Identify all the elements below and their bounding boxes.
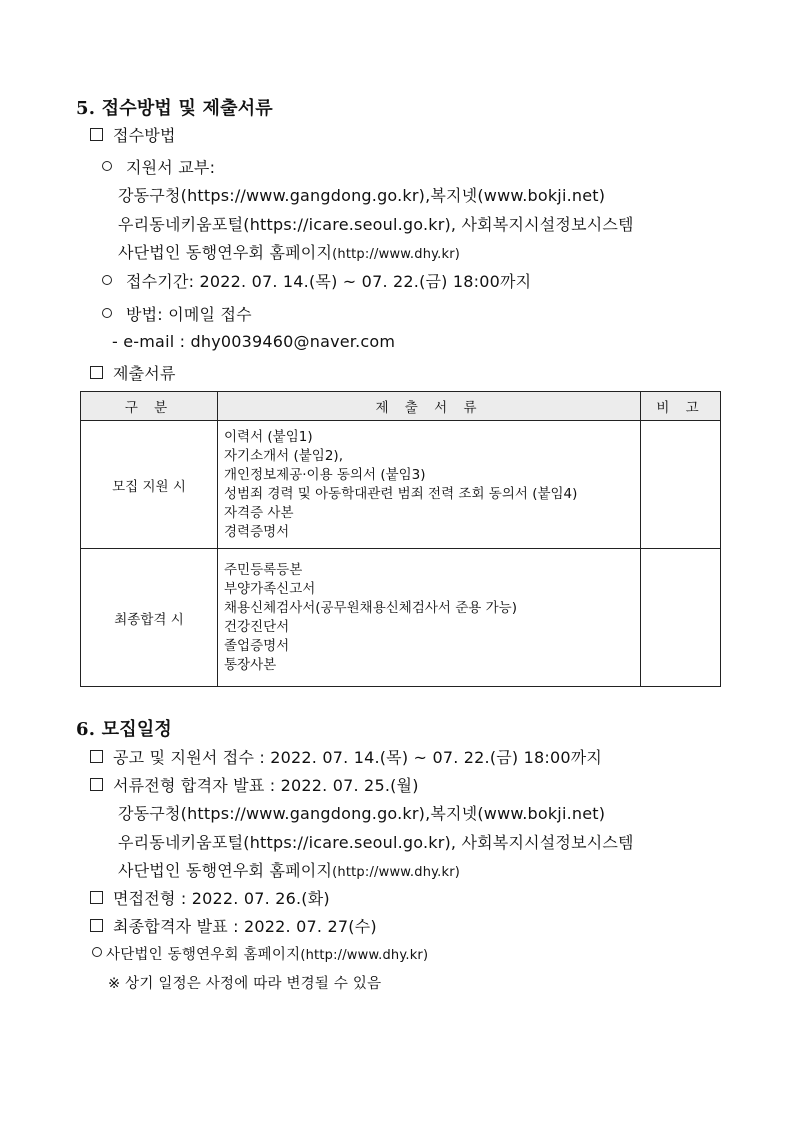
schedule-notice: ※ 상기 일정은 사정에 따라 변경될 수 있음 — [108, 976, 382, 992]
dhy-site-line — [118, 240, 460, 263]
circle-bullet-icon — [92, 947, 102, 957]
table-row — [81, 549, 721, 687]
documents-table — [80, 391, 721, 687]
section6-title: 6. 모집일정 — [76, 719, 173, 740]
row-category: 최종합격 시 — [81, 549, 218, 687]
document-item: 졸업증명서 — [224, 637, 290, 654]
dhy-site-url: (http://www.dhy.kr) — [332, 865, 461, 880]
document-item: 개인정보제공·이용 동의서 (붙임3) — [224, 466, 426, 483]
header-documents: 제 출 서 류 — [218, 392, 641, 421]
row-documents — [218, 549, 641, 687]
final-site-url: (http://www.dhy.kr) — [300, 948, 429, 963]
header-note: 비 고 — [641, 392, 721, 421]
dhy-site-line — [118, 858, 460, 881]
square-bullet-icon — [90, 891, 103, 904]
document-item: 주민등록등본 — [224, 561, 303, 578]
documents-heading: 제출서류 — [113, 364, 176, 383]
method-heading: 접수방법 — [113, 126, 176, 145]
square-bullet-icon — [90, 778, 103, 791]
email-line: - e-mail : dhy0039460@naver.com — [112, 332, 396, 351]
document-item: 부양가족신고서 — [224, 580, 316, 597]
final-result-date: 최종합격자 발표 : 2022. 07. 27(수) — [113, 917, 377, 936]
document-item: 자기소개서 (붙임2), — [224, 447, 343, 464]
header-category: 구 분 — [81, 392, 218, 421]
distribution-line — [102, 155, 215, 178]
document-item: 건강진단서 — [224, 618, 290, 635]
document-item: 성범죄 경력 및 아동학대관련 범죄 전력 조회 동의서 (붙임4) — [224, 485, 578, 502]
document-item: 경력증명서 — [224, 523, 290, 540]
site-line-1: 강동구청(https://www.gangdong.go.kr),복지넷(www.bokji.net) — [118, 186, 606, 205]
square-bullet-icon — [90, 750, 103, 763]
circle-bullet-icon — [102, 275, 112, 285]
section5-title: 5. 접수방법 및 제출서류 — [76, 98, 273, 119]
document-item: 채용신체검사서(공무원채용신체검사서 준용 가능) — [224, 599, 517, 616]
interview-line — [90, 886, 330, 909]
interview-date: 면접전형 : 2022. 07. 26.(화) — [113, 889, 330, 908]
announce-line — [90, 745, 602, 768]
announce-period: 공고 및 지원서 접수 : 2022. 07. 14.(목) ~ 07. 22.(금) 18:00까지 — [113, 748, 603, 767]
square-bullet-icon — [90, 919, 103, 932]
circle-bullet-icon — [102, 308, 112, 318]
period-line — [102, 269, 531, 292]
site-line-1: 강동구청(https://www.gangdong.go.kr),복지넷(www.bokji.net) — [118, 804, 606, 823]
circle-bullet-icon — [102, 161, 112, 171]
dhy-site-url: (http://www.dhy.kr) — [332, 247, 461, 262]
final-result-line — [90, 914, 377, 937]
doc-result-line — [90, 773, 419, 796]
square-bullet-icon — [90, 128, 103, 141]
document-item: 통장사본 — [224, 656, 277, 673]
method-line — [102, 302, 252, 325]
distribution-label: 지원서 교부: — [126, 158, 216, 177]
final-site-name: 사단법인 동행연우회 홈페이지 — [106, 947, 301, 963]
site-line-2: 우리동네키움포털(https://icare.seoul.go.kr), 사회복지시설정보시스템 — [118, 215, 634, 234]
row-documents — [218, 421, 641, 549]
site-line-2: 우리동네키움포털(https://icare.seoul.go.kr), 사회복지시설정보시스템 — [118, 833, 634, 852]
row-note — [641, 421, 721, 549]
dhy-site-name: 사단법인 동행연우회 홈페이지 — [118, 861, 333, 880]
application-period: 접수기간: 2022. 07. 14.(목) ~ 07. 22.(금) 18:00까지 — [126, 272, 532, 291]
square-bullet-icon — [90, 366, 103, 379]
document-item: 자격증 사본 — [224, 504, 294, 521]
doc-result: 서류전형 합격자 발표 : 2022. 07. 25.(월) — [113, 776, 419, 795]
table-row — [81, 421, 721, 549]
dhy-site-name: 사단법인 동행연우회 홈페이지 — [118, 243, 333, 262]
final-site-line — [92, 943, 428, 964]
document-item: 이력서 (붙임1) — [224, 428, 313, 445]
table-header-row — [81, 392, 721, 421]
row-category: 모집 지원 시 — [81, 421, 218, 549]
application-method: 방법: 이메일 접수 — [126, 305, 252, 324]
documents-heading-line — [90, 361, 176, 384]
row-note — [641, 549, 721, 687]
method-heading-line — [90, 123, 176, 146]
